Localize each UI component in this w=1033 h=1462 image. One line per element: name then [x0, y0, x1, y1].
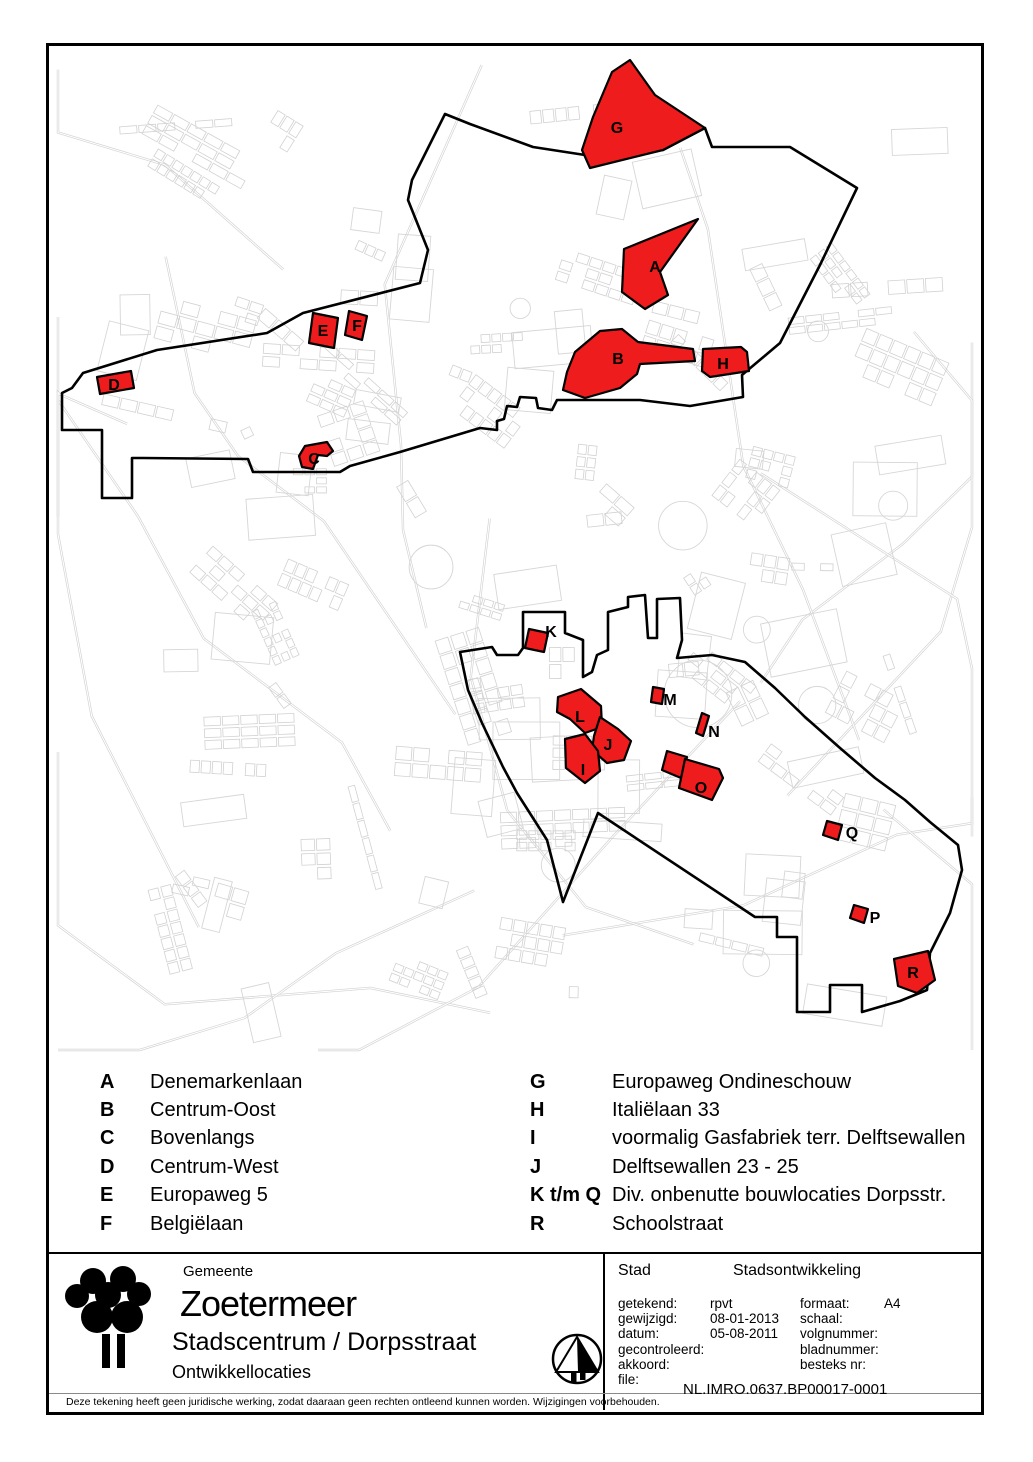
meta-values-left: [710, 1296, 779, 1372]
meta-value: 05-08-2011: [710, 1326, 779, 1342]
legend-label: Europaweg Ondineschouw: [612, 1070, 852, 1093]
meta-label: akkoord:: [618, 1356, 670, 1372]
meta-label: file:: [618, 1372, 640, 1388]
legend-label: Centrum-West: [150, 1155, 279, 1178]
base-map-texture: [58, 65, 972, 1050]
legend-key: J: [530, 1155, 542, 1178]
meta-label: besteks nr:: [800, 1356, 867, 1372]
legend-row: [100, 1153, 970, 1181]
legend-key: H: [530, 1099, 545, 1122]
legend-label: Belgiëlaan: [150, 1212, 244, 1235]
municipality-label: Gemeente: [183, 1263, 254, 1280]
location-polygon-m: [651, 687, 664, 704]
location-polygon-g: [582, 60, 705, 168]
legend-label: Schoolstraat: [612, 1212, 724, 1235]
location-label-c: C: [308, 451, 320, 468]
legend-key: C: [100, 1127, 115, 1150]
meta-value: 08-01-2013: [710, 1311, 780, 1327]
legend-label: Bovenlangs: [150, 1127, 255, 1150]
meta-value: A4: [884, 1296, 901, 1311]
location-polygon-b: [563, 329, 695, 398]
meta-labels-left: [618, 1296, 704, 1387]
meta-label: formaat:: [800, 1296, 850, 1311]
legend-row: [100, 1182, 970, 1210]
legend-row: [100, 1210, 970, 1238]
legend-key: A: [100, 1070, 115, 1093]
location-label-k: K: [545, 624, 557, 641]
meta-label: volgnummer:: [800, 1326, 879, 1342]
location-label-q: Q: [845, 825, 859, 842]
legend: [100, 1068, 970, 1238]
legend-label: Delftsewallen 23 - 25: [612, 1155, 799, 1178]
legend-key: I: [530, 1127, 536, 1150]
location-label-p: P: [869, 910, 881, 927]
location-label-i: I: [580, 762, 586, 779]
location-label-b: B: [612, 351, 624, 368]
meta-value: [710, 1357, 779, 1372]
meta-values-right: [884, 1296, 901, 1311]
development-locations: [97, 60, 935, 993]
meta-label: datum:: [618, 1326, 660, 1342]
department-left: Stad: [618, 1262, 651, 1279]
meta-label: gewijzigd:: [618, 1311, 678, 1327]
legend-key: E: [100, 1184, 114, 1207]
location-label-n: N: [708, 724, 720, 741]
location-label-o: O: [694, 780, 708, 797]
legend-key: D: [100, 1155, 115, 1178]
location-polygon-p: [850, 905, 868, 923]
legend-row: [100, 1125, 970, 1153]
location-polygon-q: [823, 821, 842, 840]
location-label-g: G: [610, 120, 624, 137]
imro-file-number: NL.IMRO.0637.BP00017-0001: [683, 1381, 888, 1398]
meta-value: rpvt: [710, 1296, 733, 1311]
meta-label: getekend:: [618, 1296, 678, 1311]
legend-key: F: [100, 1212, 113, 1235]
disclaimer-text: Deze tekening heeft geen juridische werking, zodat daaraan geen rechten ontleend kunnen worden. Wijzigingen voorbehouden.: [66, 1396, 660, 1408]
legend-label: Italiëlaan 33: [612, 1099, 720, 1122]
location-label-e: E: [317, 323, 329, 340]
department-right: Stadsontwikkeling: [733, 1262, 862, 1279]
legend-key: G: [530, 1070, 546, 1093]
location-labels: [108, 120, 919, 982]
location-label-f: F: [352, 318, 362, 335]
municipality-logo: [65, 1266, 151, 1368]
location-label-m: M: [663, 692, 677, 709]
location-label-d: D: [108, 377, 120, 394]
plan-subtitle: Ontwikkellocaties: [172, 1362, 312, 1382]
municipality-name: Zoetermeer: [180, 1283, 357, 1324]
legend-label: Europaweg 5: [150, 1184, 268, 1207]
legend-row: [100, 1096, 970, 1124]
legend-key: R: [530, 1212, 545, 1235]
plan-title: Stadscentrum / Dorpsstraat: [172, 1328, 477, 1356]
meta-label: schaal:: [800, 1311, 843, 1327]
meta-value: [710, 1342, 779, 1357]
titleblock-divider: [603, 1252, 605, 1410]
legend-label: voormalig Gasfabriek terr. Delftsewallen: [612, 1127, 966, 1150]
location-label-a: A: [649, 259, 661, 276]
meta-label: gecontroleerd:: [618, 1341, 705, 1357]
legend-label: Denemarkenlaan: [150, 1070, 303, 1093]
meta-labels-right: [800, 1296, 879, 1372]
legend-key: K t/m Q: [530, 1184, 602, 1207]
legend-label: Centrum-Oost: [150, 1099, 276, 1122]
legend-row: [100, 1068, 970, 1096]
legend-key: B: [100, 1099, 115, 1122]
meta-label: bladnummer:: [800, 1341, 879, 1357]
legend-label: Div. onbenutte bouwlocaties Dorpsstr.: [612, 1184, 947, 1207]
location-label-j: J: [603, 737, 613, 754]
location-label-r: R: [907, 965, 919, 982]
north-arrow-icon: [553, 1335, 601, 1383]
location-label-l: L: [575, 709, 585, 726]
location-polygon-n: [696, 713, 709, 736]
location-label-h: H: [717, 356, 729, 373]
titleblock-separator: [49, 1252, 981, 1254]
